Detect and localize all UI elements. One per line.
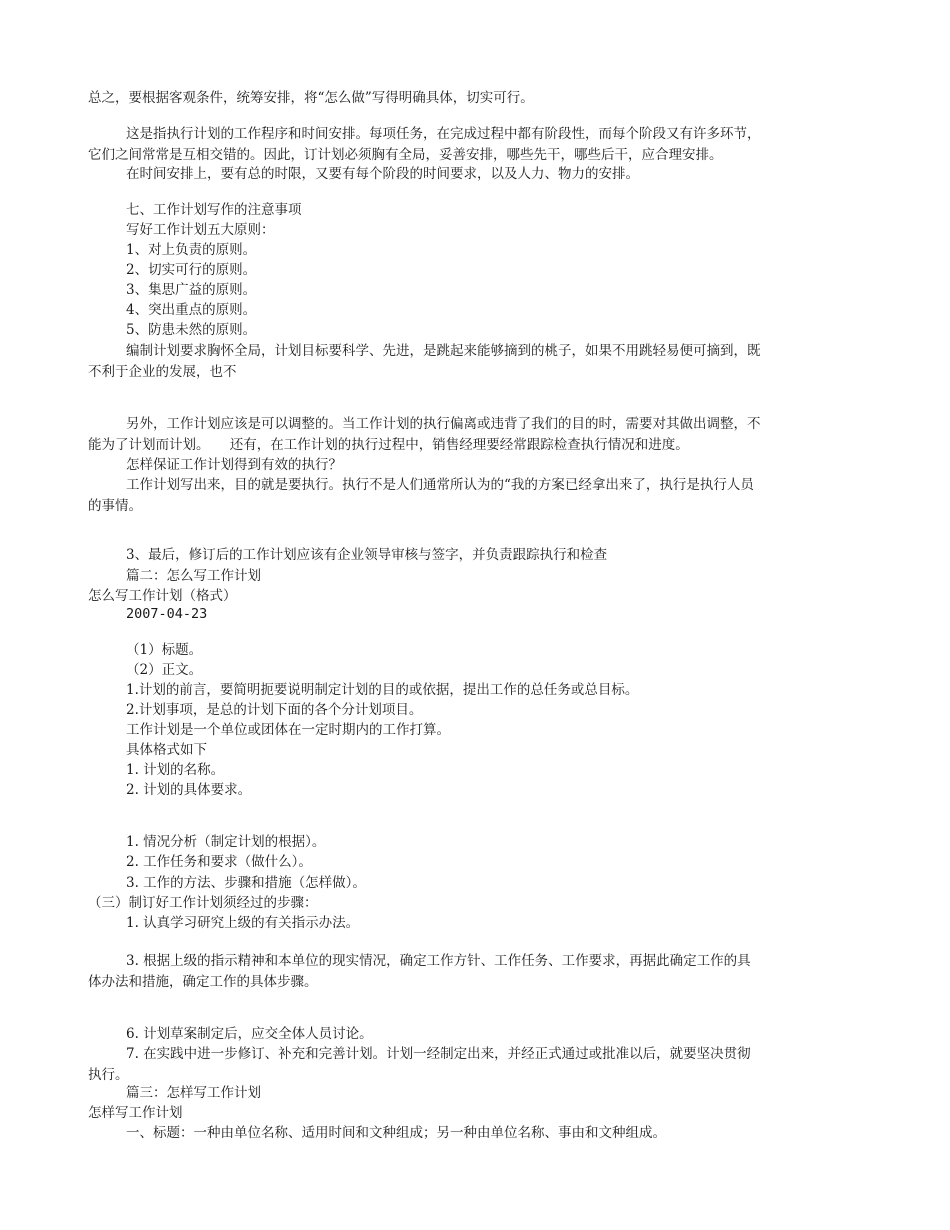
principle-item-2: 2、切实可行的原则。 <box>126 262 257 278</box>
section-heading-7: 七、工作计划写作的注意事项 <box>126 202 302 218</box>
paragraph-execute-line-1: 工作计划写出来，目的就是要执行。执行不是人们通常所认为的“我的方案已经拿出来了，执行是执行人员 <box>126 477 754 493</box>
steps-heading: （三）制订好工作计划须经过的步骤： <box>88 895 318 911</box>
paragraph-time-arrangement: 在时间安排上，要有总的时限，又要有每个阶段的时间要求，以及人力、物力的安排。 <box>126 166 639 182</box>
format-items: 2.计划事项，是总的计划下面的各个分计划项目。 <box>126 702 423 718</box>
format-item-body: （2）正文。 <box>126 662 203 678</box>
principle-item-4: 4、突出重点的原则。 <box>126 302 257 318</box>
format-preface: 1.计划的前言，要简明扼要说明制定计划的目的或依据，提出工作的总任务或总目标。 <box>126 682 639 698</box>
format-list-item-1: 1. 计划的名称。 <box>126 762 225 778</box>
content-list-item-3: 3. 工作的方法、步骤和措施（怎样做）。 <box>126 875 366 891</box>
step-item-6: 6. 计划草案制定后，应交全体人员讨论。 <box>126 1026 373 1042</box>
article-2-title: 怎么写工作计划（格式） <box>88 588 237 604</box>
step-item-7-line-1: 7. 在实践中进一步修订、补充和完善计划。计划一经制定出来，并经正式通过或批准以后，就要坚决贯彻 <box>126 1046 751 1062</box>
paragraph-adjust-line-1: 另外，工作计划应该是可以调整的。当工作计划的执行偏离或违背了我们的目的时，需要对其做出调整，不 <box>126 416 761 432</box>
article-3-title: 怎样写工作计划 <box>88 1105 183 1121</box>
step-item-3-line-2: 体办法和措施，确定工作的具体步骤。 <box>88 974 318 990</box>
article-2-heading: 篇二：怎么写工作计划 <box>126 568 261 584</box>
paragraph-goals-line-2: 不利于企业的发展，也不 <box>88 364 237 380</box>
definition-line: 工作计划是一个单位或团体在一定时期内的工作打算。 <box>126 722 450 738</box>
title-section-line: 一、标题：一种由单位名称、适用时间和文种组成；另一种由单位名称、事由和文种组成。 <box>126 1125 666 1141</box>
article-2-date: 2007-04-23 <box>126 606 208 622</box>
format-list-item-2: 2. 计划的具体要求。 <box>126 782 252 798</box>
format-intro: 具体格式如下 <box>126 742 207 758</box>
five-principles-intro: 写好工作计划五大原则： <box>126 222 275 238</box>
principle-item-5: 5、防患未然的原则。 <box>126 322 257 338</box>
content-list-item-1: 1. 情况分析（制定计划的根据）。 <box>126 834 326 850</box>
format-item-title: （1）标题。 <box>126 642 203 658</box>
step-item-1: 1. 认真学习研究上级的有关指示办法。 <box>126 915 360 931</box>
step-item-7-line-2: 执行。 <box>88 1067 129 1083</box>
paragraph-adjust-line-2: 能为了计划而计划。 还有，在工作计划的执行过程中，销售经理要经常跟踪检查执行情况和进度。 <box>88 437 689 453</box>
paragraph-schedule-line-2: 它们之间常常是互相交错的。因此，订计划必须胸有全局，妥善安排，哪些先干，哪些后干，应合理安排。 <box>88 147 723 163</box>
step-item-3-line-1: 3. 根据上级的指示精神和本单位的现实情况，确定工作方针、工作任务、工作要求，再据此确定工作的具 <box>126 953 751 969</box>
paragraph-review-sign: 3、最后，修订后的工作计划应该有企业领导审核与签字，并负责跟踪执行和检查 <box>126 547 608 563</box>
content-list-item-2: 2. 工作任务和要求（做什么）。 <box>126 854 312 870</box>
principle-item-3: 3、集思广益的原则。 <box>126 282 257 298</box>
paragraph-goals-line-1: 编制计划要求胸怀全局，计划目标要科学、先进，是跳起来能够摘到的桃子，如果不用跳轻易便可摘到，既 <box>126 343 761 359</box>
paragraph-schedule-line-1: 这是指执行计划的工作程序和时间安排。每项任务，在完成过程中都有阶段性，而每个阶段又有许多环节， <box>126 126 761 142</box>
paragraph-summary: 总之，要根据客观条件，统筹安排，将“怎么做”写得明确具体，切实可行。 <box>88 90 534 106</box>
question-heading: 怎样保证工作计划得到有效的执行？ <box>126 457 342 473</box>
paragraph-execute-line-2: 的事情。 <box>88 498 142 514</box>
article-3-heading: 篇三：怎样写工作计划 <box>126 1085 261 1101</box>
principle-item-1: 1、对上负责的原则。 <box>126 242 257 258</box>
